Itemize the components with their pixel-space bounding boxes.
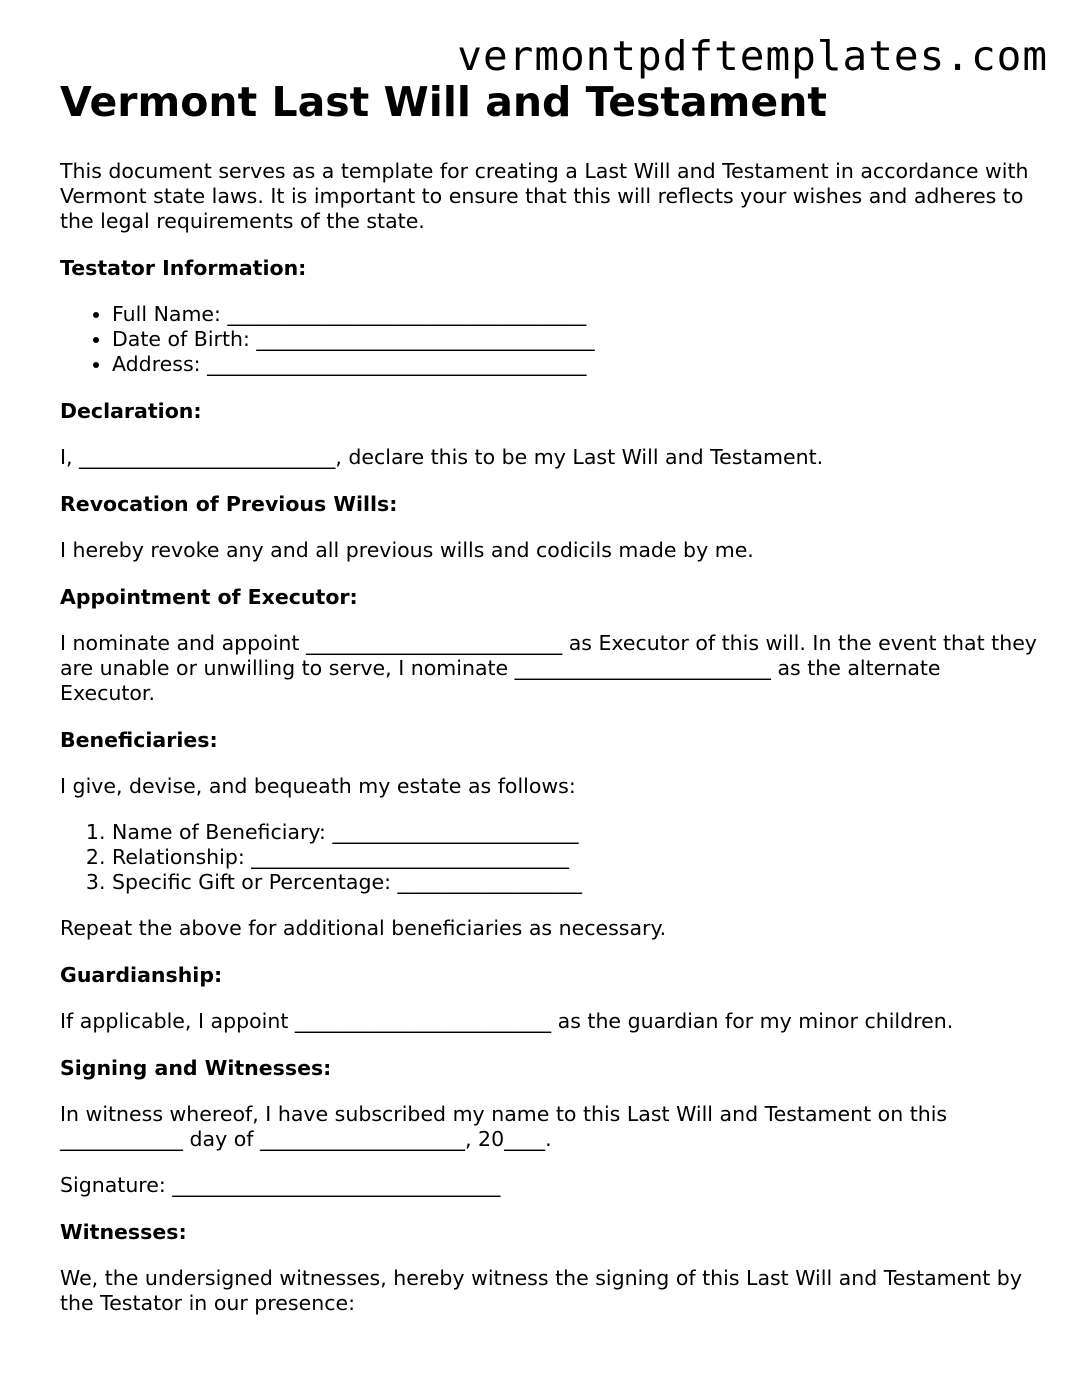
document-page [60,78,1040,1316]
address-field[interactable]: • Address: _____________________________________ [112,352,1040,377]
revocation-text: I hereby revoke any and all previous wills and codicils made by me. [60,538,754,562]
date-of-birth-field[interactable]: • Date of Birth: _________________________________ [112,327,1040,352]
witnesses-text: We, the undersigned witnesses, hereby witness the signing of this Last Will and Testament by the Testator in our presence: [60,1266,1022,1315]
declaration-text[interactable]: I, _________________________, declare this to be my Last Will and Testament. [60,445,824,469]
signing-text[interactable]: In witness whereof, I have subscribed my name to this Last Will and Testament on this ____________ day of ____________________, 20____. [60,1102,948,1151]
signature-field[interactable]: Signature: ________________________________ [60,1173,501,1197]
executor-text[interactable]: I nominate and appoint _________________________ as Executor of this will. In the event that they are unable or unwilling to serve, I nominate _________________________ as the alternate Executor. [60,631,1037,705]
testator-heading: Testator Information: [60,256,307,280]
beneficiaries-list [60,820,1040,895]
signing-heading: Signing and Witnesses: [60,1056,332,1080]
site-watermark: vermontpdftemplates.com [457,32,1048,80]
executor-heading: Appointment of Executor: [60,585,358,609]
guardianship-heading: Guardianship: [60,963,223,987]
witnesses-heading: Witnesses: [60,1220,187,1244]
document-title: Vermont Last Will and Testament [60,78,827,126]
beneficiaries-heading: Beneficiaries: [60,728,218,752]
guardianship-text[interactable]: If applicable, I appoint _________________________ as the guardian for my minor children. [60,1009,954,1033]
intro-paragraph: This document serves as a template for creating a Last Will and Testament in accordance with Vermont state laws. It is important to ensure that this will reflects your wishes and adheres to the legal requirements of the state. [60,159,1029,233]
full-name-field[interactable]: • Full Name: ___________________________________ [112,302,1040,327]
declaration-heading: Declaration: [60,399,202,423]
beneficiary-relationship-field[interactable]: 2. Relationship: _______________________________ [112,845,1040,870]
beneficiaries-intro: I give, devise, and bequeath my estate as follows: [60,774,576,798]
beneficiary-gift-field[interactable]: 3. Specific Gift or Percentage: __________________ [112,870,1040,895]
testator-list [60,302,1040,377]
beneficiaries-note: Repeat the above for additional beneficiaries as necessary. [60,916,667,940]
revocation-heading: Revocation of Previous Wills: [60,492,398,516]
beneficiary-name-field[interactable]: 1. Name of Beneficiary: ________________________ [112,820,1040,845]
